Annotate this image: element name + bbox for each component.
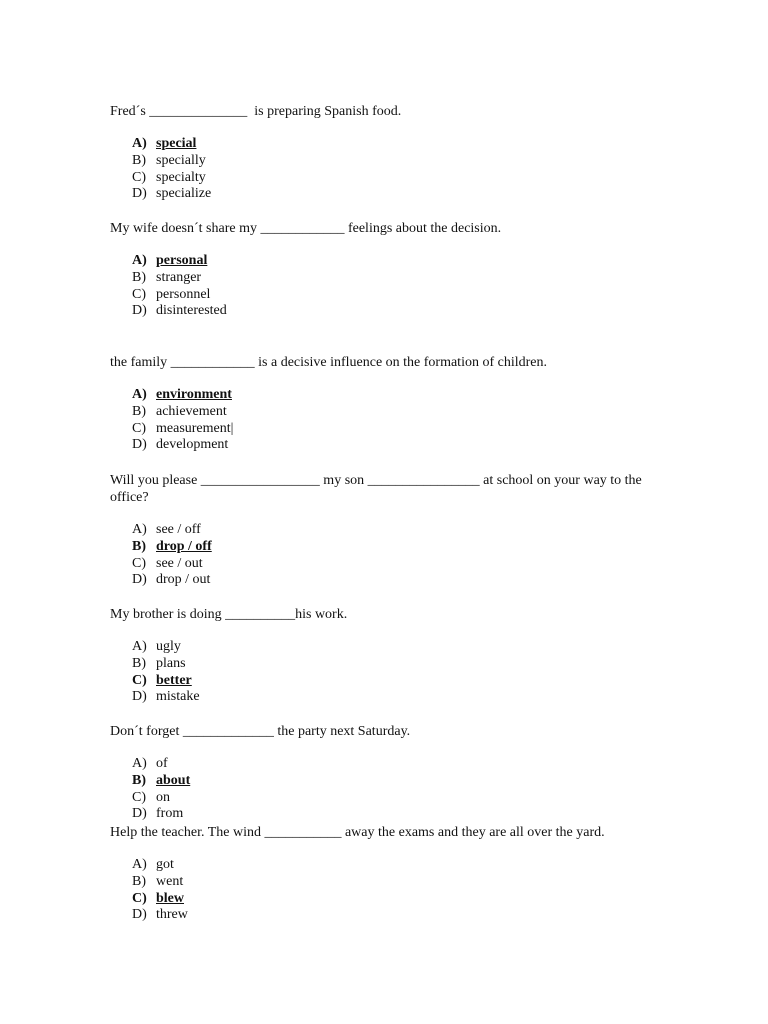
option-text: of (156, 756, 168, 771)
question-6 (110, 723, 670, 823)
option-c (132, 170, 670, 187)
question-1 (110, 103, 670, 203)
option-letter: A) (132, 387, 147, 402)
options-list (110, 857, 670, 924)
option-d (132, 303, 670, 320)
option-letter: D) (132, 186, 147, 202)
option-letter: A) (132, 756, 147, 771)
option-letter: C) (132, 890, 147, 906)
option-text: specially (156, 152, 206, 168)
option-text: achievement (156, 403, 227, 419)
option-a (132, 756, 670, 773)
option-letter: D) (132, 437, 147, 453)
options-list (110, 522, 670, 589)
option-letter: A) (132, 639, 147, 654)
option-a (132, 639, 670, 656)
question-7 (110, 824, 670, 924)
option-letter: D) (132, 689, 147, 705)
question-stem: Help the teacher. The wind ___________ away the exams and they are all over the yard. (110, 825, 605, 840)
option-text: ugly (156, 639, 181, 654)
option-d (132, 689, 670, 706)
option-c (132, 556, 670, 573)
option-d (132, 186, 670, 203)
option-letter: D) (132, 303, 147, 319)
option-b (132, 656, 670, 673)
option-letter: C) (132, 169, 146, 185)
question-2 (110, 220, 670, 320)
option-d (132, 572, 670, 589)
option-text: mistake (156, 689, 200, 705)
option-c (132, 287, 670, 304)
option-text: drop / out (156, 572, 211, 588)
question-stem: Will you please _________________ my son ________________ at school on your way to the office? (110, 473, 646, 505)
option-c (132, 891, 670, 908)
option-letter: B) (132, 873, 146, 889)
question-5 (110, 606, 670, 706)
option-text: environment (156, 387, 232, 402)
option-text: threw (156, 907, 188, 923)
options-list (110, 387, 670, 454)
option-letter: C) (132, 420, 146, 436)
options-list (110, 253, 670, 320)
option-d (132, 806, 670, 823)
question-stem: My brother is doing __________his work. (110, 607, 348, 622)
option-letter: A) (132, 522, 147, 537)
options-list (110, 756, 670, 823)
option-letter: D) (132, 907, 147, 923)
option-letter: B) (132, 655, 146, 671)
option-a (132, 857, 670, 874)
question-stem: the family ____________ is a decisive influence on the formation of children. (110, 355, 547, 370)
option-letter: B) (132, 269, 146, 285)
option-letter: A) (132, 253, 147, 268)
option-text: special (156, 136, 197, 151)
option-text: better (156, 672, 192, 688)
option-c (132, 790, 670, 807)
option-d (132, 437, 670, 454)
option-letter: C) (132, 555, 146, 571)
option-text: personnel (156, 286, 211, 302)
option-b (132, 404, 670, 421)
option-text: development (156, 437, 229, 453)
option-a (132, 253, 670, 270)
option-text: plans (156, 655, 186, 671)
question-stem: My wife doesn´t share my ____________ feelings about the decision. (110, 221, 502, 236)
option-letter: B) (132, 152, 146, 168)
option-b (132, 539, 670, 556)
option-text: about (156, 772, 191, 788)
option-b (132, 773, 670, 790)
option-a (132, 136, 670, 153)
option-letter: C) (132, 789, 146, 805)
option-b (132, 270, 670, 287)
option-text: drop / off (156, 538, 212, 554)
option-letter: D) (132, 806, 147, 822)
option-letter: D) (132, 572, 147, 588)
question-stem: Fred´s ______________ is preparing Spanish food. (110, 104, 402, 119)
option-c (132, 421, 670, 438)
option-text: specialty (156, 169, 206, 185)
option-letter: A) (132, 136, 147, 151)
option-letter: B) (132, 538, 146, 554)
option-text: see / out (156, 555, 203, 571)
option-text: personal (156, 253, 208, 268)
option-a (132, 387, 670, 404)
option-text: see / off (156, 522, 201, 537)
question-4 (110, 472, 670, 589)
option-text: specialize (156, 186, 212, 202)
question-stem: Don´t forget _____________ the party next Saturday. (110, 724, 411, 739)
option-letter: C) (132, 286, 146, 302)
option-text: blew (156, 890, 184, 906)
options-list (110, 136, 670, 203)
option-a (132, 522, 670, 539)
option-b (132, 153, 670, 170)
options-list (110, 639, 670, 706)
option-letter: B) (132, 772, 146, 788)
option-letter: B) (132, 403, 146, 419)
option-text: on (156, 789, 170, 805)
option-text: went (156, 873, 184, 889)
option-b (132, 874, 670, 891)
option-text: from (156, 806, 184, 822)
option-text: measurement| (156, 420, 234, 436)
option-text: got (156, 857, 174, 872)
option-letter: A) (132, 857, 147, 872)
option-letter: C) (132, 672, 147, 688)
option-text: disinterested (156, 303, 227, 319)
option-c (132, 673, 670, 690)
question-3 (110, 354, 670, 454)
option-d (132, 907, 670, 924)
option-text: stranger (156, 269, 202, 285)
